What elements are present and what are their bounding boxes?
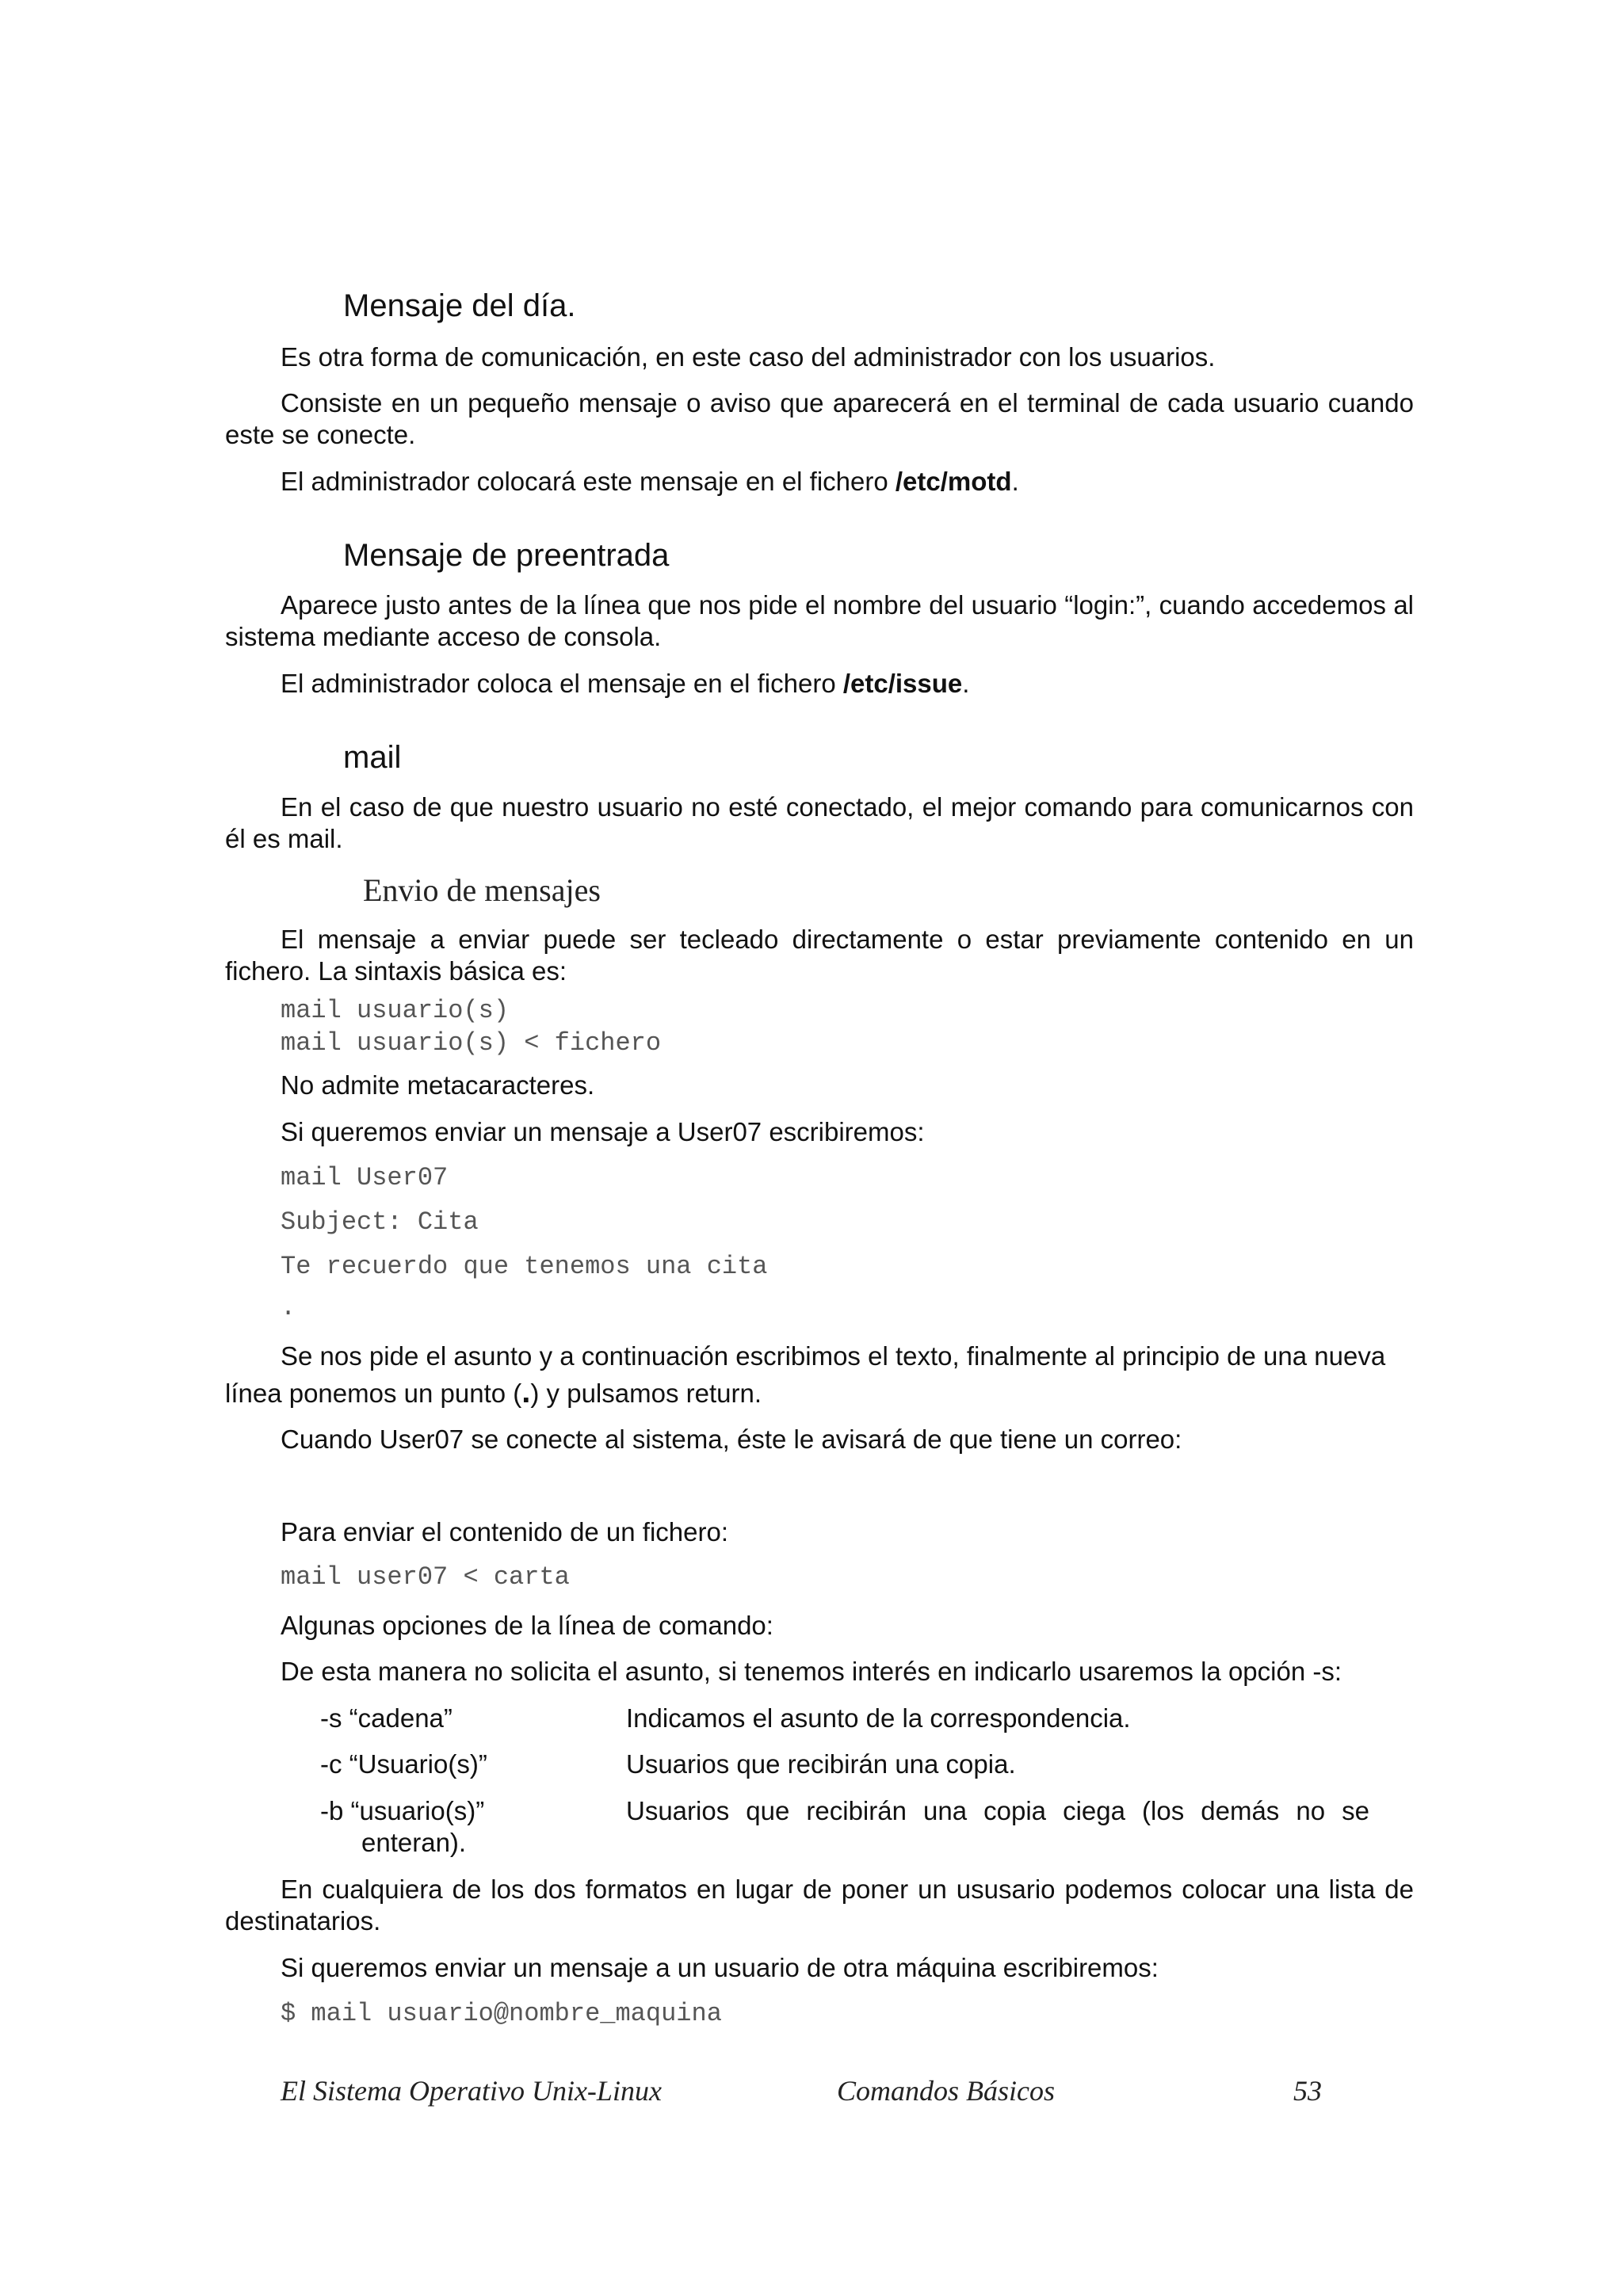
code-line: Te recuerdo que tenemos una cita	[281, 1252, 768, 1281]
code-line: mail user07 < carta	[281, 1562, 570, 1592]
paragraph-text: En cualquiera de los dos formatos en lugar de poner un ususario podemos colocar una lista de destinatarios.	[225, 1875, 1414, 1936]
subsection-heading-envio: Envio de mensajes	[363, 872, 601, 908]
paragraph-text: En el caso de que nuestro usuario no esté conectado, el mejor comando para comunicarnos con él es mail.	[225, 792, 1414, 853]
paragraph-text: El administrador colocará este mensaje en el fichero	[281, 467, 896, 496]
paragraph-text: .	[1011, 467, 1019, 496]
paragraph-text: El administrador coloca el mensaje en el fichero	[281, 669, 843, 698]
paragraph-text: Se nos pide el asunto y a continuación escribimos el texto, finalmente al principio de una nueva	[281, 1341, 1386, 1371]
file-path: /etc/motd	[895, 467, 1012, 496]
paragraph: Cuando User07 se conecte al sistema, éste le avisará de que tiene un correo:	[281, 1425, 1182, 1454]
option-description: Usuarios que recibirán una copia.	[626, 1749, 1016, 1779]
code-line: $ mail usuario@nombre_maquina	[281, 1999, 722, 2028]
section-heading-issue: Mensaje de preentrada	[343, 538, 670, 573]
code-line: mail User07	[281, 1163, 449, 1192]
code-line: .	[281, 1293, 296, 1322]
paragraph	[281, 466, 1019, 498]
option-flag: -c “Usuario(s)”	[320, 1749, 487, 1779]
option-description-continued: enteran).	[361, 1828, 467, 1857]
file-path: /etc/issue	[842, 669, 963, 698]
paragraph-line	[225, 1376, 762, 1409]
footer-chapter: Comandos Básicos	[837, 2075, 1056, 2107]
paragraph: Para enviar el contenido de un fichero:	[281, 1517, 729, 1547]
code-line: mail usuario(s)	[281, 996, 510, 1025]
option-flag: -b “usuario(s)”	[320, 1796, 485, 1825]
footer-book-title: El Sistema Operativo Unix-Linux	[281, 2075, 662, 2107]
paragraph: Si queremos enviar un mensaje a un usuario de otra máquina escribiremos:	[281, 1953, 1159, 1982]
paragraph-text: línea ponemos un punto (	[225, 1379, 522, 1408]
paragraph-text: El mensaje a enviar puede ser tecleado directamente o estar previamente contenido en un fichero. La sintaxis básica es:	[225, 925, 1414, 986]
paragraph-text: .	[962, 669, 970, 698]
paragraph	[281, 668, 969, 700]
section-heading-motd: Mensaje del día.	[343, 288, 576, 323]
paragraph-text: Consiste en un pequeño mensaje o aviso que aparecerá en el terminal de cada usuario cuando este se conecte.	[225, 388, 1414, 449]
option-description: Usuarios que recibirán una copia ciega (los demás no se	[626, 1796, 1369, 1825]
paragraph: Si queremos enviar un mensaje a User07 escribiremos:	[281, 1117, 925, 1146]
paragraph: Es otra forma de comunicación, en este caso del administrador con los usuarios.	[281, 342, 1216, 372]
paragraph	[225, 589, 1414, 653]
paragraph-line	[225, 1341, 1414, 1372]
paragraph: De esta manera no solicita el asunto, si tenemos interés en indicarlo usaremos la opción -s:	[281, 1657, 1342, 1686]
option-flag: -s “cadena”	[320, 1703, 453, 1733]
footer-page-number: 53	[1293, 2075, 1322, 2107]
paragraph	[225, 791, 1414, 855]
paragraph-text: Aparece justo antes de la línea que nos pide el nombre del usuario “login:”, cuando accedemos al sistema mediante acceso de consola.	[225, 590, 1414, 651]
paragraph: No admite metacaracteres.	[281, 1070, 595, 1100]
paragraph	[225, 1874, 1414, 1937]
dot-symbol: .	[521, 1375, 531, 1409]
code-line: mail usuario(s) < fichero	[281, 1028, 662, 1058]
paragraph: Algunas opciones de la línea de comando:	[281, 1611, 773, 1640]
code-line: Subject: Cita	[281, 1207, 479, 1237]
paragraph-text: ) y pulsamos return.	[530, 1379, 762, 1408]
option-description: Indicamos el asunto de la correspondencia.	[626, 1703, 1131, 1733]
paragraph	[225, 387, 1414, 451]
section-heading-mail: mail	[343, 740, 402, 775]
paragraph	[225, 924, 1414, 987]
